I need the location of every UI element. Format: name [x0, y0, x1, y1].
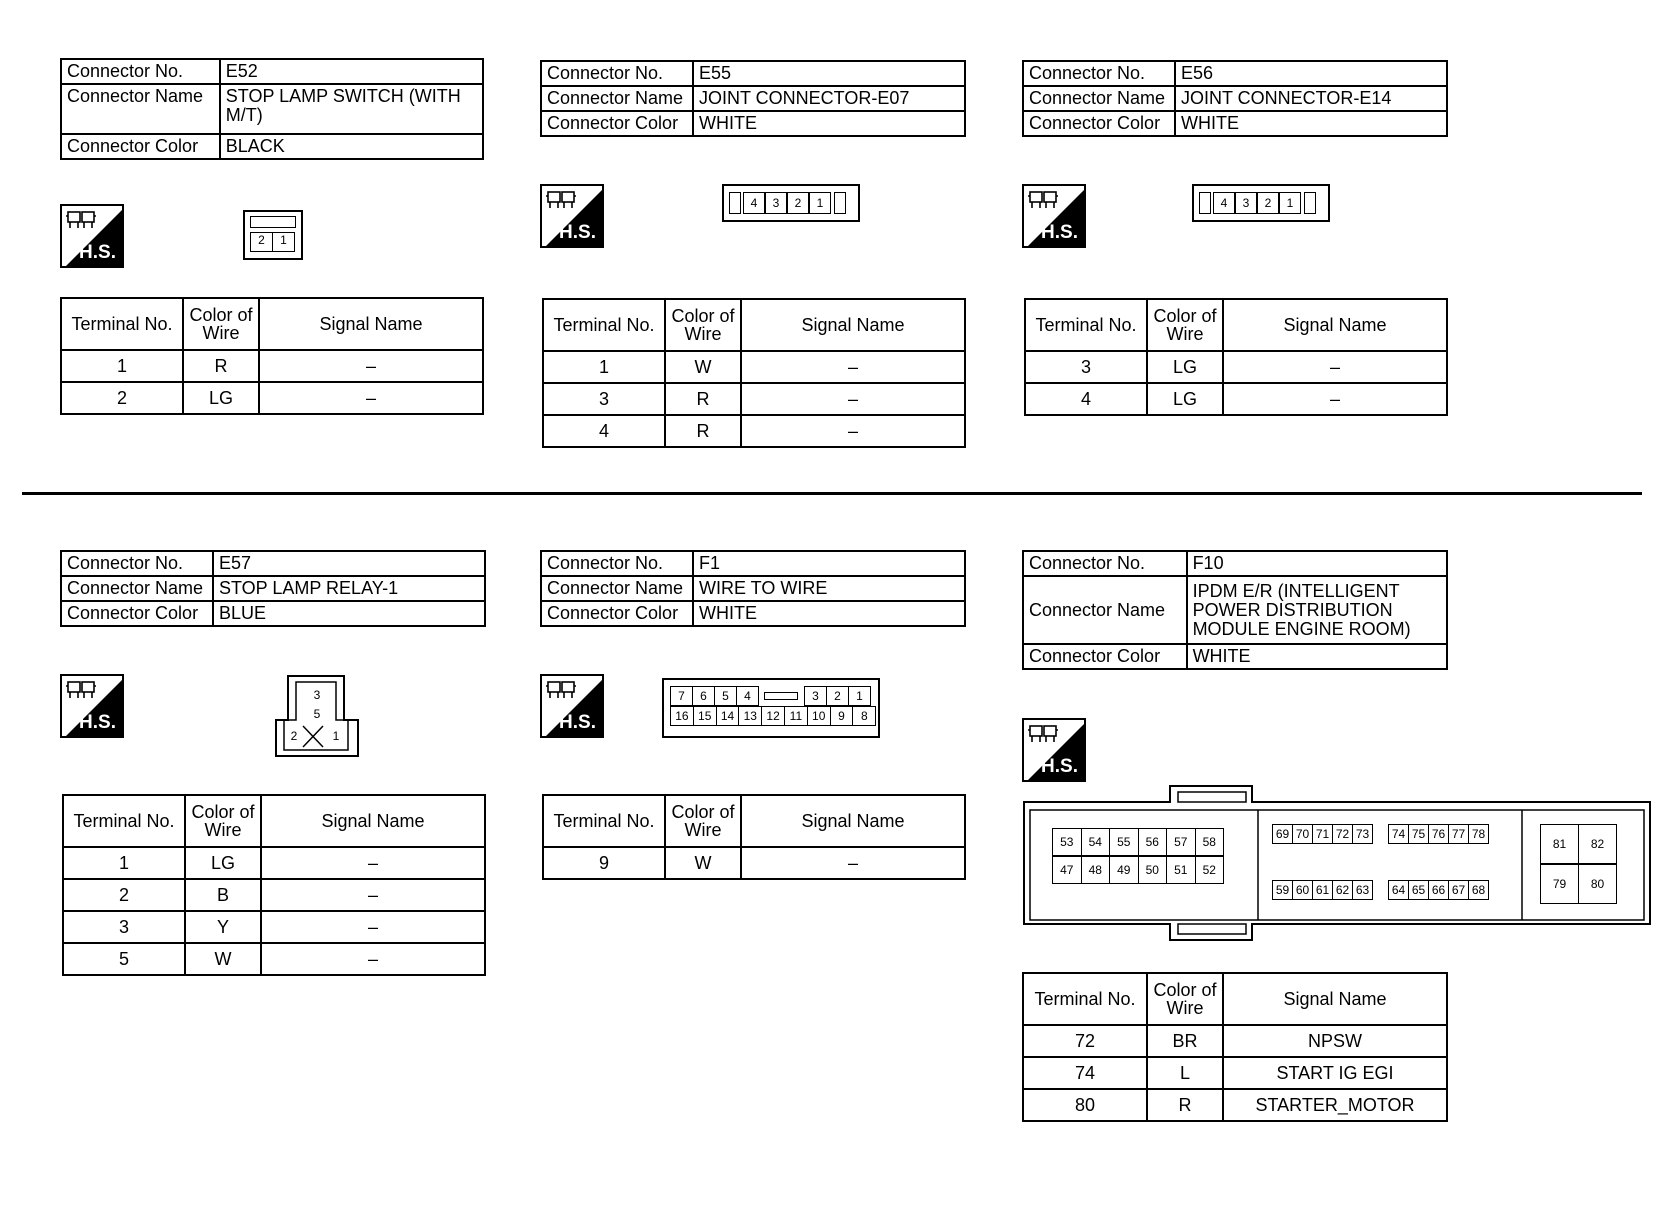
connector-f1-terminals: [542, 794, 966, 880]
connector-e57-face: [274, 674, 360, 758]
table-row: 9 W –: [543, 847, 965, 879]
header-signal-name: Signal Name: [261, 795, 485, 847]
connector-color: WHITE: [693, 111, 965, 136]
pin: 4: [743, 192, 765, 214]
pin: 1: [809, 192, 831, 214]
pin: 12: [761, 706, 785, 726]
connector-e52-info: [60, 58, 484, 160]
pin: 51: [1166, 856, 1196, 884]
pin: 5: [313, 707, 321, 721]
header-color-of-wire: Color of Wire: [665, 299, 741, 351]
pin: 67: [1448, 880, 1469, 900]
pin: 1: [1279, 192, 1301, 214]
pin: 72: [1332, 824, 1353, 844]
header-terminal-no: Terminal No.: [1023, 973, 1147, 1025]
pin: 56: [1138, 828, 1168, 856]
table-row: 1 LG –: [63, 847, 485, 879]
pin: 1: [272, 232, 295, 252]
harness-side-icon: H.S.: [1022, 184, 1086, 248]
connector-e57-info: [60, 550, 486, 627]
pin: 75: [1408, 824, 1429, 844]
label-connector-no: Connector No.: [1023, 551, 1187, 576]
connector-no: E57: [213, 551, 485, 576]
pin: 6: [692, 686, 715, 706]
connector-e55-info: [540, 60, 966, 137]
pin: 9: [830, 706, 854, 726]
header-terminal-no: Terminal No.: [63, 795, 185, 847]
pin: 49: [1109, 856, 1139, 884]
label-connector-no: Connector No.: [1023, 61, 1175, 86]
harness-side-icon: H.S.: [1022, 718, 1086, 782]
pin: 2: [1257, 192, 1279, 214]
pin: 54: [1081, 828, 1111, 856]
connector-color: WHITE: [1175, 111, 1447, 136]
connector-no: F10: [1187, 551, 1447, 576]
pin: 82: [1578, 824, 1617, 864]
label-connector-name: Connector Name: [1023, 576, 1187, 644]
pin: 3: [313, 688, 321, 702]
table-row: 4 R –: [543, 415, 965, 447]
pin: 60: [1292, 880, 1313, 900]
pin: 4: [736, 686, 759, 706]
header-signal-name: Signal Name: [741, 299, 965, 351]
pin: 5: [714, 686, 737, 706]
connector-color: WHITE: [693, 601, 965, 626]
pin: 77: [1448, 824, 1469, 844]
pin: 13: [738, 706, 762, 726]
header-signal-name: Signal Name: [741, 795, 965, 847]
table-row: 80 R STARTER_MOTOR: [1023, 1089, 1447, 1121]
pin: 15: [693, 706, 717, 726]
table-row: 3 Y –: [63, 911, 485, 943]
label-connector-no: Connector No.: [541, 551, 693, 576]
pin: 8: [852, 706, 876, 726]
pin: 48: [1081, 856, 1111, 884]
header-terminal-no: Terminal No.: [543, 795, 665, 847]
pin: 76: [1428, 824, 1449, 844]
pin: 80: [1578, 864, 1617, 904]
connector-name: STOP LAMP SWITCH (WITH M/T): [220, 84, 483, 134]
label-connector-color: Connector Color: [61, 134, 220, 159]
pin: 11: [784, 706, 808, 726]
connector-color: WHITE: [1187, 644, 1447, 669]
table-row: 74 L START IG EGI: [1023, 1057, 1447, 1089]
pin: 4: [1213, 192, 1235, 214]
pin: 64: [1388, 880, 1409, 900]
connector-name: STOP LAMP RELAY-1: [213, 576, 485, 601]
connector-name: JOINT CONNECTOR-E07: [693, 86, 965, 111]
header-terminal-no: Terminal No.: [543, 299, 665, 351]
connector-no: E52: [220, 59, 483, 84]
connector-f1-face: [662, 678, 880, 738]
header-color-of-wire: Color of Wire: [1147, 299, 1223, 351]
label-connector-name: Connector Name: [1023, 86, 1175, 111]
harness-side-icon: H.S.: [60, 204, 124, 268]
pin: 78: [1468, 824, 1489, 844]
harness-side-icon: H.S.: [540, 674, 604, 738]
pin: 81: [1540, 824, 1579, 864]
label-connector-no: Connector No.: [541, 61, 693, 86]
connector-name: JOINT CONNECTOR-E14: [1175, 86, 1447, 111]
pin: 1: [332, 729, 340, 743]
connector-e57-terminals: [62, 794, 486, 976]
pin: 61: [1312, 880, 1333, 900]
connector-no: E56: [1175, 61, 1447, 86]
pin: 3: [765, 192, 787, 214]
connector-name: WIRE TO WIRE: [693, 576, 965, 601]
pin: 57: [1166, 828, 1196, 856]
connector-no: F1: [693, 551, 965, 576]
label-connector-name: Connector Name: [541, 86, 693, 111]
label-connector-name: Connector Name: [61, 84, 220, 134]
pin: 1: [848, 686, 871, 706]
label-connector-name: Connector Name: [61, 576, 213, 601]
header-color-of-wire: Color of Wire: [185, 795, 261, 847]
connector-e55-face: [722, 184, 860, 222]
table-row: 2 LG –: [61, 382, 483, 414]
table-row: 72 BR NPSW: [1023, 1025, 1447, 1057]
label-connector-color: Connector Color: [541, 601, 693, 626]
pin: 74: [1388, 824, 1409, 844]
section-divider: [22, 492, 1642, 495]
label-connector-color: Connector Color: [1023, 111, 1175, 136]
pin: 3: [804, 686, 827, 706]
connector-f10-info: [1022, 550, 1448, 670]
label-connector-color: Connector Color: [61, 601, 213, 626]
connector-e55-terminals: [542, 298, 966, 448]
pin: 2: [826, 686, 849, 706]
pin: 7: [670, 686, 693, 706]
label-connector-no: Connector No.: [61, 59, 220, 84]
label-connector-name: Connector Name: [541, 576, 693, 601]
pin: 59: [1272, 880, 1293, 900]
table-row: 5 W –: [63, 943, 485, 975]
pin: 79: [1540, 864, 1579, 904]
table-row: 1 W –: [543, 351, 965, 383]
label-connector-color: Connector Color: [541, 111, 693, 136]
table-row: 1 R –: [61, 350, 483, 382]
label-connector-no: Connector No.: [61, 551, 213, 576]
pin: 14: [716, 706, 740, 726]
table-row: 3 R –: [543, 383, 965, 415]
pin: 55: [1109, 828, 1139, 856]
pin: 65: [1408, 880, 1429, 900]
table-row: 4 LG –: [1025, 383, 1447, 415]
pin: 68: [1468, 880, 1489, 900]
connector-color: BLACK: [220, 134, 483, 159]
header-terminal-no: Terminal No.: [1025, 299, 1147, 351]
pin: 50: [1138, 856, 1168, 884]
header-color-of-wire: Color of Wire: [1147, 973, 1223, 1025]
connector-e56-info: [1022, 60, 1448, 137]
pin: 2: [787, 192, 809, 214]
header-signal-name: Signal Name: [259, 298, 483, 350]
pin: 58: [1195, 828, 1225, 856]
header-color-of-wire: Color of Wire: [665, 795, 741, 847]
pin: 63: [1352, 880, 1373, 900]
harness-side-icon: H.S.: [540, 184, 604, 248]
pin: 47: [1052, 856, 1082, 884]
connector-f1-info: [540, 550, 966, 627]
header-signal-name: Signal Name: [1223, 973, 1447, 1025]
pin: 52: [1195, 856, 1225, 884]
label-connector-color: Connector Color: [1023, 644, 1187, 669]
pin: 2: [250, 232, 273, 252]
pin: 73: [1352, 824, 1373, 844]
connector-f10-terminals: [1022, 972, 1448, 1122]
connector-e56-terminals: [1024, 298, 1448, 416]
pin: 2: [290, 729, 298, 743]
pin: 62: [1332, 880, 1353, 900]
connector-color: BLUE: [213, 601, 485, 626]
table-row: 3 LG –: [1025, 351, 1447, 383]
connector-name: IPDM E/R (INTELLIGENT POWER DISTRIBUTION MODULE ENGINE ROOM): [1187, 576, 1447, 644]
connector-f10-face: [1022, 784, 1652, 944]
pin: 3: [1235, 192, 1257, 214]
harness-side-icon: H.S.: [60, 674, 124, 738]
pin: 71: [1312, 824, 1333, 844]
connector-e52-terminals: [60, 297, 484, 415]
pin: 16: [670, 706, 694, 726]
pin: 53: [1052, 828, 1082, 856]
pin: 66: [1428, 880, 1449, 900]
connector-no: E55: [693, 61, 965, 86]
header-color-of-wire: Color of Wire: [183, 298, 259, 350]
pin: 70: [1292, 824, 1313, 844]
pin: 10: [807, 706, 831, 726]
header-terminal-no: Terminal No.: [61, 298, 183, 350]
pin: 69: [1272, 824, 1293, 844]
header-signal-name: Signal Name: [1223, 299, 1447, 351]
connector-e56-face: [1192, 184, 1330, 222]
table-row: 2 B –: [63, 879, 485, 911]
connector-e52-face: [243, 210, 303, 260]
